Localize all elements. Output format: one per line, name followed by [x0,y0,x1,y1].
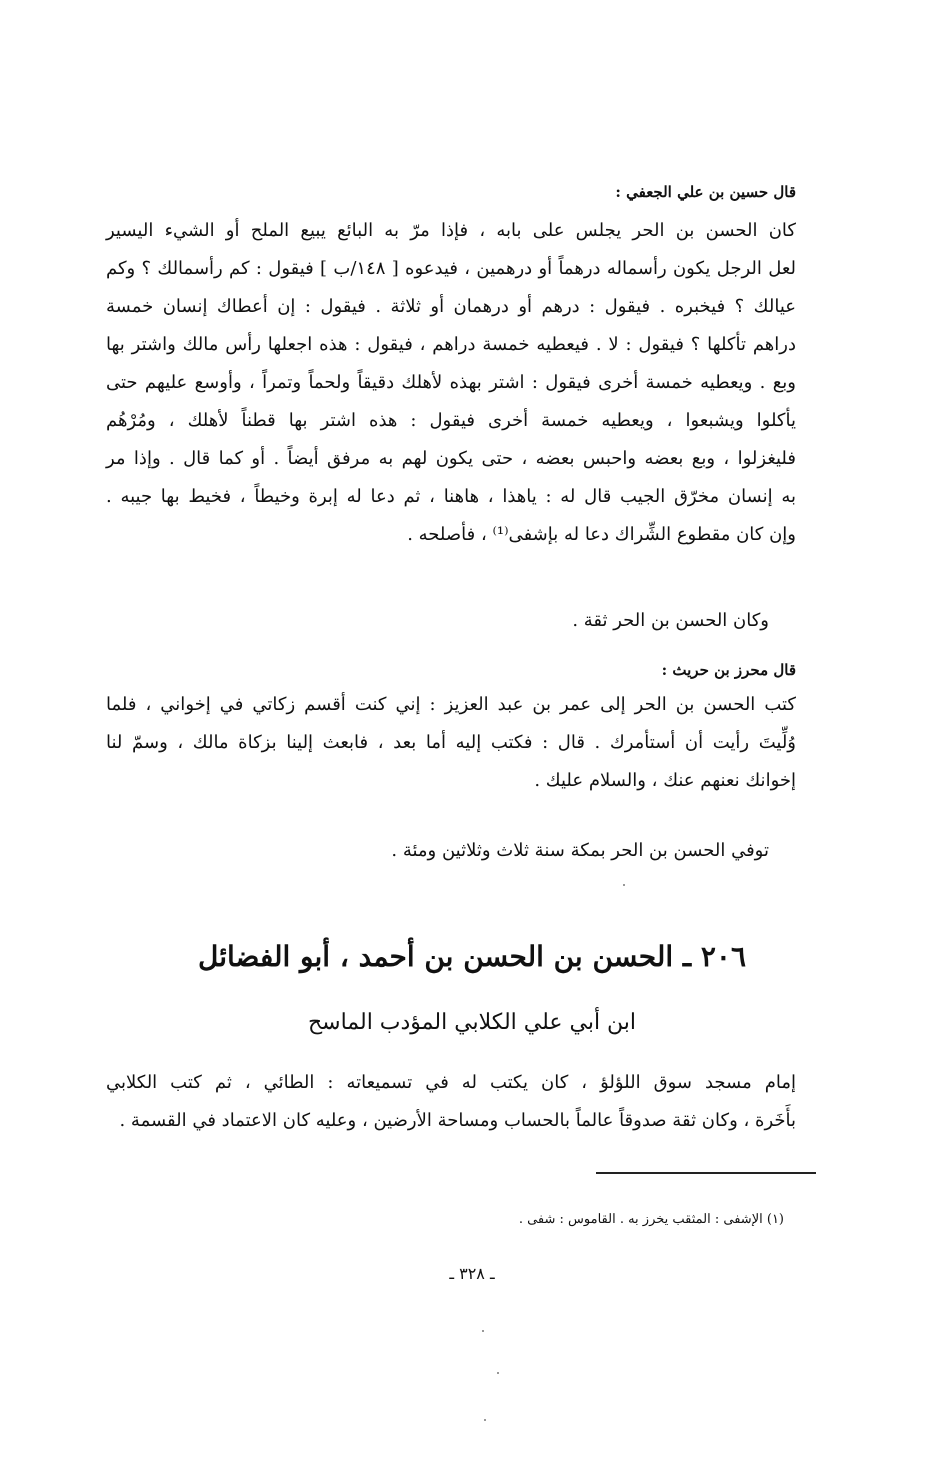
paragraph-line: وُلِّيتَ رأيت أن أستأمرك . قال : فكتب إليه أما بعد ، فابعث إلينا بزكاة مالك ، وسمّ لنا [106,732,796,753]
paragraph-2 [106,686,796,800]
trust-statement: وكان الحسن بن الحر ثقة . [572,610,769,631]
paragraph-line: لعل الرجل يكون رأسماله درهماً أو درهمين ، فيدعوه [ ١٤٨/ب ] فيقول : كم رأسمالك ؟ وكم [106,258,796,279]
narrator-line-1: قال حسين بن علي الجعفي : [615,183,796,201]
footnote: (١) الإشفى : المثقب يخرز به . القاموس : شفى . [518,1212,784,1227]
page-number: ـ ٣٢٨ ـ [449,1264,495,1283]
footnote-divider [596,1172,816,1174]
paragraph-1 [106,212,796,554]
entry-heading: ٢٠٦ ـ الحسن بن الحسن بن أحمد ، أبو الفضائل [198,940,746,973]
entry-subheading: ابن أبي علي الكلابي المؤدب الماسح [307,1010,637,1035]
paragraph-line: فليغزلوا ، وبع بعضه واحبس بعضه ، حتى يكون لهم به مرفق أيضاً . أو كما قال . وإذا مر [106,448,796,469]
paragraph-line: كان الحسن بن الحر يجلس على بابه ، فإذا مرّ به البائع يبيع الملح أو الشيء اليسير [106,220,796,241]
scan-speck [497,1372,499,1374]
paragraph-line: إمام مسجد سوق اللؤلؤ ، كان يكتب له في تسميعاته : الطائي ، ثم كتب الكلابي [106,1072,796,1093]
paragraph-line: يأكلوا ويشبعوا ، ويعطيه خمسة أخرى فيقول : هذه اشتر بها قطناً لأهلك ، ومُرْهُم [106,410,796,431]
paragraph-line: وإن كان مقطوع الشِّراك دعا له بإشفى⁽¹⁾ ، فأصلحه . [407,524,796,545]
paragraph-line: به إنسان مخرّق الجيب قال له : ياهذا ، هاهنا ، ثم دعا له إبرة وخيطاً ، فخيط بها جيبه . [106,486,796,507]
paragraph-line: عيالك ؟ فيخبره . فيقول : درهم أو درهمان أو ثلاثة . فيقول : إن أعطاك إنسان خمسة [106,296,796,317]
paragraph-line: دراهم تأكلها ؟ فيقول : لا . فيعطيه خمسة دراهم ، فيقول : هذه اجعلها رأس مالك واشتر بها [106,334,796,355]
paragraph-line: وبع . ويعطيه خمسة أخرى فيقول : اشتر بهذه لأهلك دقيقاً ولحماً وتمراً ، وأوسع عليهم حتى [106,372,796,393]
scan-speck [482,1330,484,1332]
narrator-line-2: قال محرز بن حريث : [661,661,796,679]
scan-speck [623,884,625,886]
entry-paragraph [106,1064,796,1140]
paragraph-line: كتب الحسن بن الحر إلى عمر بن عبد العزيز : إني كنت أقسم زكاتي في إخواني ، فلما [106,694,796,715]
paragraph-line: إخوانك نعنهم عنك ، والسلام عليك . [534,770,796,791]
paragraph-line: بأَخَرة ، وكان ثقة صدوقاً عالماً بالحساب ومساحة الأرضين ، وعليه كان الاعتماد في القسمة . [119,1110,796,1131]
death-statement: توفي الحسن بن الحر بمكة سنة ثلاث وثلاثين ومئة . [391,840,769,861]
scan-speck [484,1419,486,1421]
